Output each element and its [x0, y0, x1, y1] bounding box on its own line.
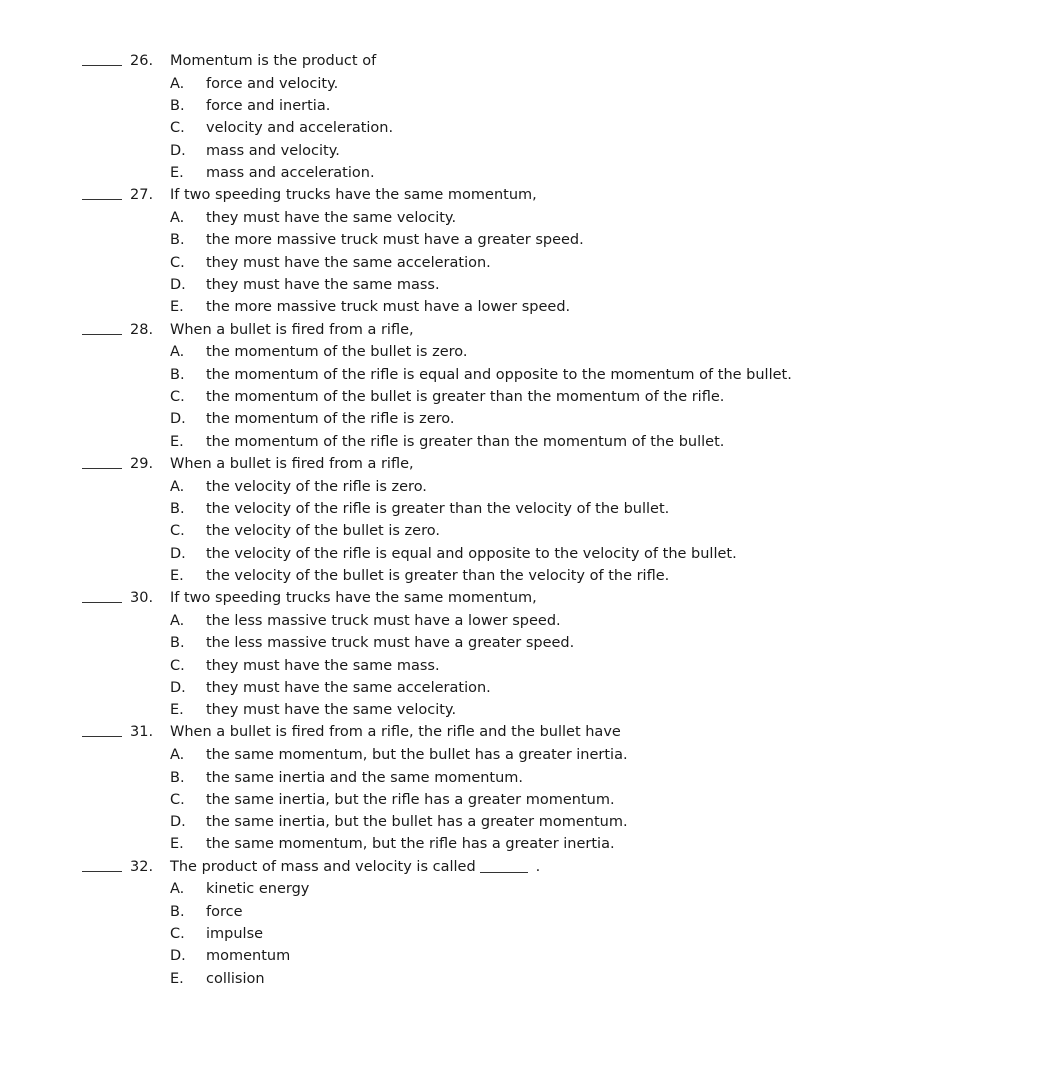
question-26	[0, 50, 1058, 184]
choice-letter: D.	[170, 276, 186, 293]
choice-text: they must have the same acceleration.	[206, 679, 491, 696]
question-number: 30.	[130, 590, 154, 607]
question-text: Momentum is the product of	[170, 53, 377, 69]
answer-blank[interactable]	[82, 319, 122, 342]
question-line	[0, 184, 1058, 207]
choice-d	[0, 543, 1058, 565]
choice-letter: D.	[170, 142, 186, 159]
choice-letter: E.	[170, 702, 184, 719]
choice-text: the same inertia, but the bullet has a greater momentum.	[206, 814, 628, 831]
choice-a	[0, 744, 1058, 766]
question-number: 26.	[130, 53, 154, 69]
choice-text: the velocity of the rifle is equal and opposite to the velocity of the bullet.	[206, 545, 737, 562]
question-text: When a bullet is fired from a rifle,	[170, 321, 414, 338]
answer-blank[interactable]	[82, 184, 122, 207]
choice-letter: A.	[170, 612, 185, 629]
choice-letter: A.	[170, 747, 185, 764]
question-number: 27.	[130, 187, 154, 204]
question-28	[0, 319, 1058, 453]
choice-text: mass and velocity.	[206, 142, 340, 159]
choice-text: impulse	[206, 926, 264, 943]
question-27	[0, 184, 1058, 318]
choice-text: mass and acceleration.	[206, 164, 375, 181]
choice-letter: E.	[170, 164, 184, 181]
choice-b	[0, 229, 1058, 251]
choice-letter: A.	[170, 344, 185, 361]
choice-a	[0, 610, 1058, 632]
choice-text: the velocity of the rifle is zero.	[206, 478, 427, 495]
question-text-wrapper	[170, 856, 540, 879]
choice-b	[0, 364, 1058, 386]
choice-text: they must have the same acceleration.	[206, 254, 491, 271]
choice-letter: A.	[170, 75, 185, 92]
choice-e	[0, 565, 1058, 587]
choice-c	[0, 520, 1058, 542]
choice-text: the less massive truck must have a greater speed.	[206, 635, 575, 652]
choice-a	[0, 341, 1058, 363]
choice-text: the momentum of the rifle is equal and opposite to the momentum of the bullet.	[206, 366, 792, 383]
choice-letter: C.	[170, 791, 185, 808]
quiz-questions	[0, 50, 1058, 990]
choice-text: the same momentum, but the bullet has a greater inertia.	[206, 747, 628, 764]
choice-a	[0, 878, 1058, 900]
choice-e	[0, 699, 1058, 721]
choice-b	[0, 95, 1058, 117]
question-number: 32.	[130, 858, 154, 875]
choice-d	[0, 140, 1058, 162]
question-line	[0, 587, 1058, 610]
choice-e	[0, 162, 1058, 184]
choice-letter: C.	[170, 523, 185, 540]
choice-d	[0, 677, 1058, 699]
question-text-end: .	[535, 858, 541, 875]
choice-letter: D.	[170, 411, 186, 428]
fill-in-blank[interactable]	[480, 858, 528, 873]
choice-e	[0, 833, 1058, 855]
answer-blank[interactable]	[82, 721, 122, 744]
choice-e	[0, 968, 1058, 990]
question-text: When a bullet is fired from a rifle,	[170, 455, 414, 472]
question-line	[0, 721, 1058, 744]
choice-letter: C.	[170, 388, 185, 405]
choice-text: momentum	[206, 948, 291, 965]
choice-letter: B.	[170, 635, 185, 652]
question-32	[0, 856, 1058, 990]
choice-text: they must have the same mass.	[206, 276, 440, 293]
choice-text: they must have the same velocity.	[206, 702, 457, 719]
choice-d	[0, 945, 1058, 967]
choice-text: collision	[206, 970, 265, 987]
choice-text: force	[206, 903, 243, 920]
answer-blank[interactable]	[82, 856, 122, 879]
choice-text: velocity and acceleration.	[206, 120, 394, 137]
choice-text: the velocity of the bullet is greater than the velocity of the rifle.	[206, 567, 670, 584]
question-text: The product of mass and velocity is called	[170, 858, 476, 875]
choice-text: the velocity of the rifle is greater than the velocity of the bullet.	[206, 500, 670, 517]
choice-text: force and velocity.	[206, 75, 339, 92]
choice-c	[0, 386, 1058, 408]
choice-text: the momentum of the rifle is greater than the momentum of the bullet.	[206, 433, 725, 450]
choice-letter: C.	[170, 120, 185, 137]
choice-letter: E.	[170, 567, 184, 584]
choice-text: they must have the same mass.	[206, 657, 440, 674]
choice-text: kinetic energy	[206, 881, 310, 898]
choice-b	[0, 632, 1058, 654]
choice-letter: B.	[170, 98, 185, 115]
question-text: If two speeding trucks have the same momentum,	[170, 187, 537, 204]
answer-blank[interactable]	[82, 587, 122, 610]
choice-b	[0, 767, 1058, 789]
question-30	[0, 587, 1058, 721]
question-line	[0, 856, 1058, 879]
question-text: When a bullet is fired from a rifle, the rifle and the bullet have	[170, 724, 621, 741]
choice-text: the more massive truck must have a lower speed.	[206, 299, 571, 316]
choice-letter: B.	[170, 500, 185, 517]
choice-a	[0, 73, 1058, 95]
choice-a	[0, 476, 1058, 498]
question-line	[0, 50, 1058, 73]
choice-letter: D.	[170, 545, 186, 562]
question-number: 29.	[130, 455, 154, 472]
choice-letter: B.	[170, 903, 185, 920]
choice-text: the momentum of the bullet is greater than the momentum of the rifle.	[206, 388, 725, 405]
question-number: 28.	[130, 321, 154, 338]
question-31	[0, 721, 1058, 855]
choice-letter: D.	[170, 679, 186, 696]
choice-text: the momentum of the bullet is zero.	[206, 344, 468, 361]
choice-c	[0, 252, 1058, 274]
choice-d	[0, 408, 1058, 430]
choice-letter: D.	[170, 814, 186, 831]
choice-text: force and inertia.	[206, 98, 331, 115]
choice-text: the same momentum, but the rifle has a greater inertia.	[206, 836, 615, 853]
choice-text: the momentum of the rifle is zero.	[206, 411, 455, 428]
choice-e	[0, 431, 1058, 453]
question-number: 31.	[130, 724, 154, 741]
choice-letter: E.	[170, 970, 184, 987]
choice-text: the same inertia and the same momentum.	[206, 769, 524, 786]
choice-b	[0, 498, 1058, 520]
choice-a	[0, 207, 1058, 229]
choice-letter: B.	[170, 232, 185, 249]
choice-letter: C.	[170, 657, 185, 674]
choice-letter: C.	[170, 254, 185, 271]
choice-letter: B.	[170, 366, 185, 383]
answer-blank[interactable]	[82, 453, 122, 476]
choice-d	[0, 811, 1058, 833]
choice-text: the less massive truck must have a lower speed.	[206, 612, 561, 629]
choice-d	[0, 274, 1058, 296]
question-line	[0, 319, 1058, 342]
choice-text: the same inertia, but the rifle has a greater momentum.	[206, 791, 615, 808]
choice-letter: A.	[170, 210, 185, 227]
choice-letter: A.	[170, 478, 185, 495]
choice-letter: C.	[170, 926, 185, 943]
choice-c	[0, 923, 1058, 945]
question-29	[0, 453, 1058, 587]
choice-text: they must have the same velocity.	[206, 210, 457, 227]
choice-letter: A.	[170, 881, 185, 898]
choice-letter: E.	[170, 433, 184, 450]
choice-text: the more massive truck must have a greater speed.	[206, 232, 584, 249]
choice-letter: E.	[170, 299, 184, 316]
choice-c	[0, 789, 1058, 811]
choice-c	[0, 117, 1058, 139]
choice-text: the velocity of the bullet is zero.	[206, 523, 440, 540]
question-text: If two speeding trucks have the same momentum,	[170, 590, 537, 607]
choice-letter: E.	[170, 836, 184, 853]
choice-c	[0, 655, 1058, 677]
question-line	[0, 453, 1058, 476]
choice-e	[0, 296, 1058, 318]
choice-letter: D.	[170, 948, 186, 965]
choice-b	[0, 901, 1058, 923]
answer-blank[interactable]	[82, 50, 122, 73]
choice-letter: B.	[170, 769, 185, 786]
